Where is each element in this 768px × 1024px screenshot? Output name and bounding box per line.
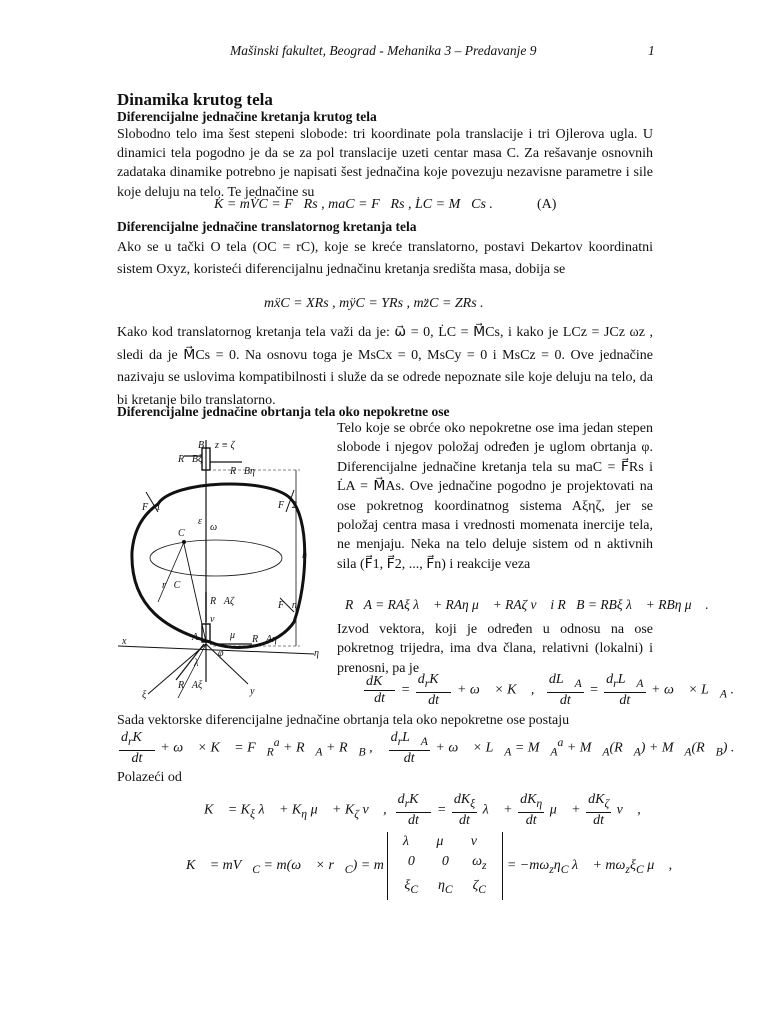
label-a: A [192, 632, 199, 643]
label-ra-zeta: R⃗Aζ [210, 596, 235, 607]
equation-k-components: K⃗ = $K_\xi$ λ⃗ + $K_\eta$ μ⃗ + $K_\zeta$ ν⃗ , $\frac{d_rK⃗}{dt}$ = $\frac{dK_\xi}{dt}$ λ⃗ + $\frac{dK_\eta}{dt}$ μ⃗ + $\frac{dK_\zeta}{dt}$ ν⃗ , [204, 792, 641, 828]
label-c: C [178, 528, 185, 539]
equation-reactions: R⃗A = RAξ λ⃗ + RAη μ⃗ + RAζ ν⃗ i R⃗B = RBξ λ⃗ + RBη μ⃗ . [345, 597, 709, 612]
label-x: x [122, 636, 127, 647]
label-b: B [198, 440, 205, 451]
label-ra-xi: R⃗Aξ [178, 680, 203, 691]
label-rb-eta: R⃗Bη [230, 466, 255, 477]
page-title: Dinamika krutog tela [117, 90, 273, 109]
equation-a: K̇ = mV̇C = F⃗Rs , maC = F⃗Rs , L̇C = M⃗Cs . [214, 197, 493, 212]
label-fn: F⃗n [278, 600, 297, 611]
label-nu: ν⃗ [210, 614, 223, 625]
section-1-paragraph: Slobodno telo ima šest stepeni slobode: tri koordinate pola translacije i tri Ojlerova ugla. U dinamici tela pogodno je da se za pol translacije uzeti centar masa C. Za rešavanje osnovnih zadataka dinamike potrebno je napisati šest jednačina koje povezuju nezavisne parametre i sile koje deluju na telo. Te jednačine su [117, 127, 653, 200]
label-y: y [250, 686, 255, 697]
label-mu: μ⃗ [230, 630, 243, 641]
equation-a-tag: (A) [537, 197, 557, 212]
section-heading-3: Diferencijalne jednačine obrtanja tela oko nepokretne ose [117, 404, 450, 419]
section-3-paragraph-b: Izvod vektora, koji je određen u odnosu na ose pokretnog trijedra, ima dva člana, relativni (lokalni) i prenosni, pa je [337, 622, 653, 676]
label-z: z ≡ ζ [215, 440, 235, 451]
label-rb-xi: R⃗Bξ [178, 454, 203, 465]
section-3-paragraph: Telo koje se obrće oko nepokretne ose ima jedan stepen slobode i njegov položaj određen je uglom obrtanja φ. Diferencijalne jednačine kretanja tela su maC = F⃗Rs i L̇A = M⃗As. Ove jednačine pogodno je projektovati na ose pokretnog koordinatnog sistema Aξηζ, jer se položaj centra masa i vrednosti momenata inercije tela, ne menjaju. Neka na telo deluje sistem od n aktivnih sila (F⃗1, F⃗2, ..., F⃗n) i reakcije veza [337, 421, 653, 572]
label-xi: ξ [142, 690, 147, 701]
label-h: h [302, 550, 307, 561]
label-eta: η [314, 648, 319, 659]
rotating-body-figure [118, 432, 330, 704]
equation-translation: mẍC = XRs , mÿC = YRs , mz̈C = ZRs . [264, 296, 484, 311]
equation-derivatives: $\frac{dK⃗}{dt}$ = $\frac{d_rK⃗}{dt}$ + ω⃗ × K⃗ , $\frac{dL⃗_A}{dt}$ = $\frac{d_rL⃗_A}{dt}$ + ω⃗ × $L⃗_A$ . [366, 672, 734, 708]
section-heading-2: Diferencijalne jednačine translatornog kretanja tela [117, 219, 417, 234]
label-f2: F⃗2 [278, 500, 297, 511]
label-f1: F⃗1 [142, 502, 161, 513]
equation-k-determinant: K⃗ = $mV⃗_C$ = m(ω⃗ × $r⃗_C) = m$ λ⃗ μ⃗ ν⃗ 0 0 $\omega_z$ $\xi_C$ $\eta_C$ $\zeta_C$ = $-m\omega_z\eta_C$ λ⃗ + $m\omega_z\xi_C$ μ⃗ , [186, 832, 672, 900]
section-3-paragraph-c: Sada vektorske diferencijalne jednačine obrtanja tela oko nepokretne ose postaju [117, 713, 570, 728]
label-lambda: λ⃗ [194, 658, 207, 669]
section-heading-1: Diferencijalne jednačine kretanja krutog tela [117, 109, 377, 124]
page-number: 1 [648, 43, 655, 58]
label-phi: φ [218, 648, 224, 659]
section-2-paragraph: Ako se u tački O tela (OC = rC), koje se kreće translatorno, postavi Dekartov koordinatni sistem Oxyz, koristeći diferencijalnu jednačinu kretanja središta masa, dobija se [117, 240, 653, 277]
label-epsilon: ε⃗ [198, 516, 210, 527]
label-rc: r⃗C [162, 580, 181, 591]
section-3-paragraph-d: Polazeći od [117, 770, 182, 785]
section-2-paragraph-2: Kako kod translatornog kretanja tela važi da je: ω⃗ = 0, L̇C = M⃗Cs, i kako je LCz = JCz ωz , sledi da je M⃗Cs = 0. Na osnovu toga je MsCx = 0, MsCy = 0 i MsCz = 0. Ove jednačine nazivaju se uslovima kompatibilnosti i služe da se odrede nepoznate sile koje deluju na telo, da bi kretanje bilo translatorno. [117, 325, 653, 408]
label-omega: ω⃗ [210, 522, 225, 533]
equation-rotation: $\frac{d_rK⃗}{dt}$ + ω⃗ × K⃗ = $F⃗_R^a$ + $R⃗_A$ + $R⃗_B$ , $\frac{d_rL⃗_A}{dt}$ + ω⃗ × $L⃗_A$ = $M⃗_A^a$ + $M⃗_A(R⃗_A)$ + $M⃗_A(R⃗_B)$ . [121, 730, 735, 766]
label-ra-eta: R⃗Aη [252, 634, 277, 645]
running-header: Mašinski fakultet, Beograd - Mehanika 3 – Predavanje 9 [230, 43, 537, 58]
